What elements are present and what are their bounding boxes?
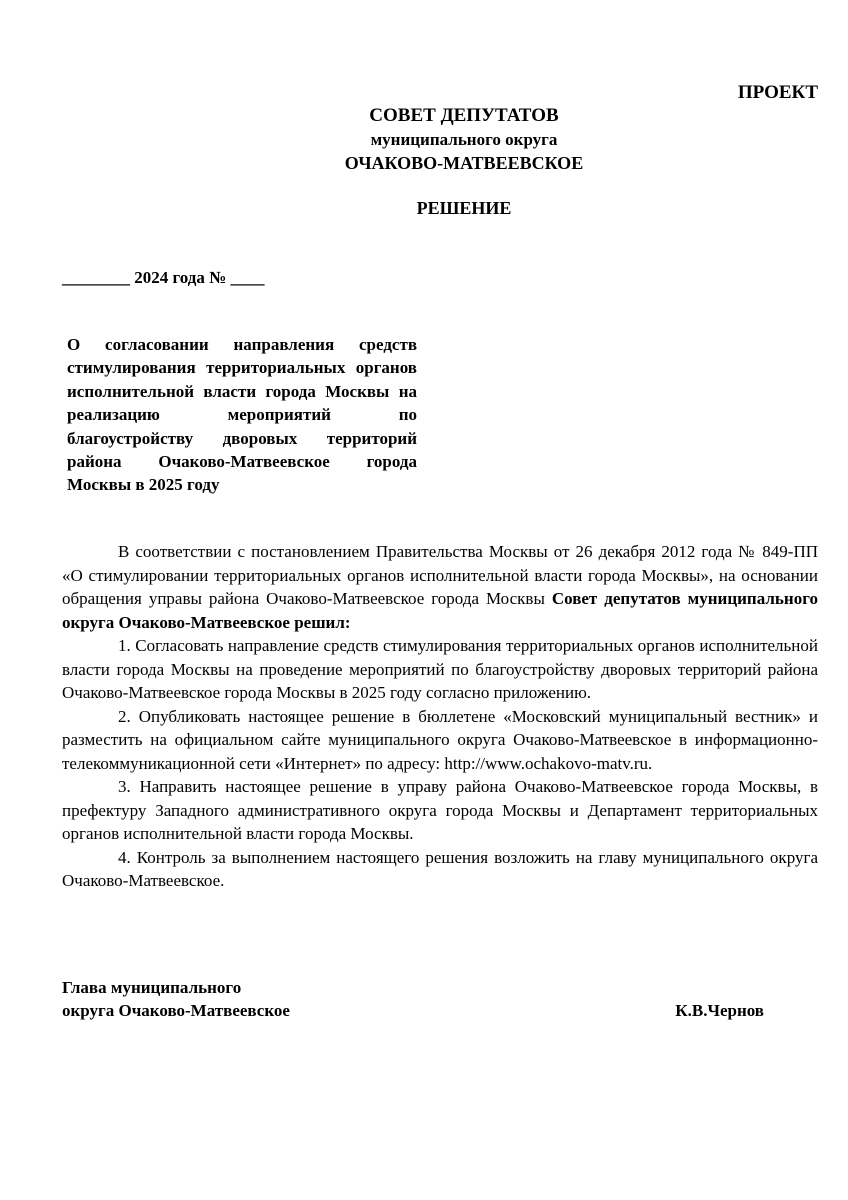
preamble-paragraph	[62, 540, 818, 634]
decision-title: РЕШЕНИЕ	[416, 198, 512, 218]
signature-line	[62, 999, 764, 1022]
date-number-line: ________ 2024 года № ____	[62, 268, 265, 287]
decision-item: 1. Согласовать направление средств стимулирования территориальных органов исполнительной власти города Москвы на проведение мероприятий по благоустройству дворовых территорий района Очаково-Матвеевское города Москвы в 2025 году согласно приложению.	[62, 636, 818, 702]
document-body	[62, 540, 818, 893]
decision-item: 2. Опубликовать настоящее решение в бюллетене «Московский муниципальный вестник» и разместить на официальном сайте муниципального округа Очаково-Матвеевское в информационно-телекоммуникационной сети «Интернет» по адресу: http://www.ochakovo-matv.ru.	[62, 706, 818, 773]
organization-name: СОВЕТ ДЕПУТАТОВ	[369, 105, 559, 126]
decision-item: 4. Контроль за выполнением настоящего решения возложить на главу муниципального округа Очаково-Матвеевское.	[62, 847, 818, 890]
document-header	[62, 104, 848, 175]
preamble-resolution: Совет депутатов муниципального округа Очаково-Матвеевское решил:	[62, 589, 818, 632]
decision-item: 3. Направить настоящее решение в управу района Очаково-Матвеевское города Москвы, в префектуру Западного административного округа города Москвы и Департамент территориальных органов исполнительной власти города Москвы.	[62, 777, 818, 843]
preamble-text: В соответствии с постановлением Правительства Москвы от 26 декабря 2012 года № 849-ПП «О стимулировании территориальных органов исполнительной власти города Москвы», на основании обращения управы района Очаково-Матвеевское города Москвы	[62, 542, 818, 608]
decision-subject: О согласовании направления средств стимулирования территориальных органов исполнительной власти города Москвы на реализацию мероприятий по благоустройству дворовых территорий района Очаково-Матвеевское города Москвы в 2025 году	[67, 335, 417, 495]
signature-block	[62, 976, 764, 1022]
signatory-title-line1: Глава муниципального	[62, 978, 242, 997]
draft-stamp: ПРОЕКТ	[737, 82, 818, 103]
signatory-title-line2: округа Очаково-Матвеевское	[62, 1001, 290, 1020]
district-name: ОЧАКОВО-МАТВЕЕВСКОЕ	[344, 153, 584, 173]
organization-subtitle: муниципального округа	[370, 130, 558, 149]
signatory-name: К.В.Чернов	[675, 1001, 764, 1020]
